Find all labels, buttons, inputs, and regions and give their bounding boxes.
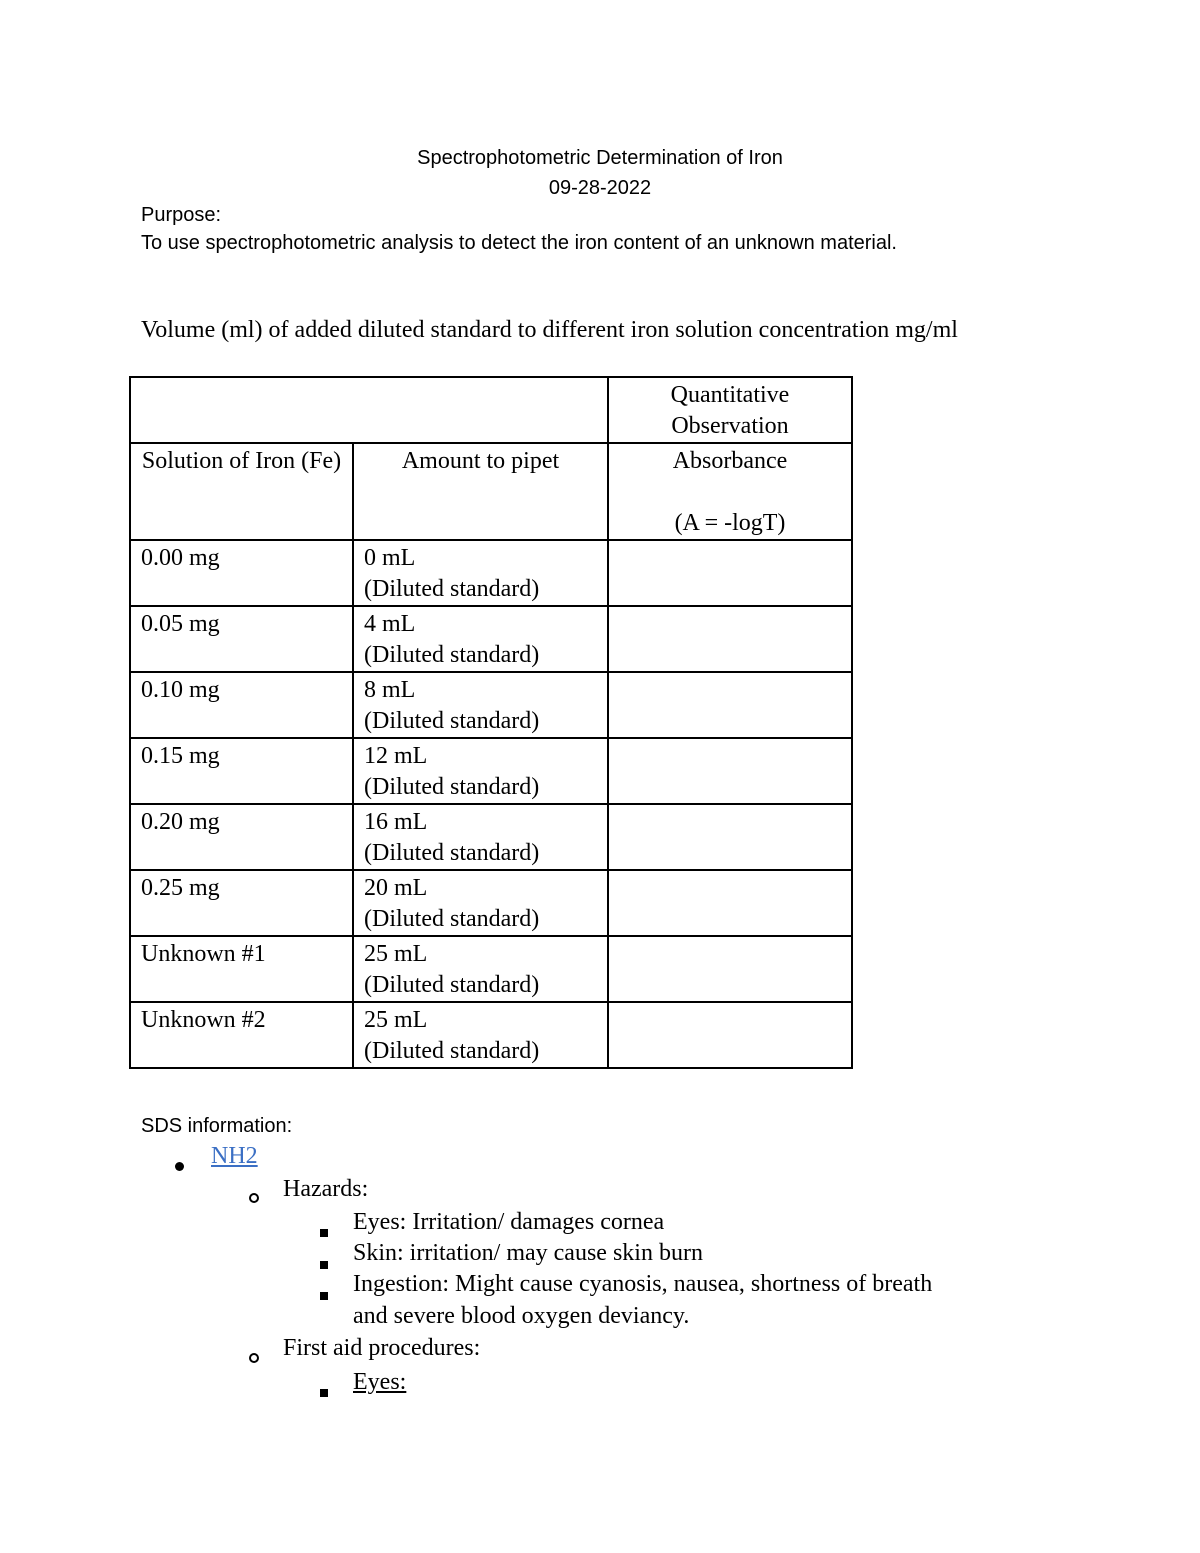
quantitative-observation-header: Quantitative Observation: [608, 377, 852, 443]
column-header-solution: Solution of Iron (Fe): [130, 443, 353, 540]
solution-cell: 0.00 mg: [130, 540, 353, 606]
filled-square-bullet-icon: [320, 1280, 328, 1307]
nh2-link[interactable]: NH2: [211, 1143, 258, 1169]
hollow-circle-bullet-icon: [249, 1183, 259, 1210]
solution-cell: Unknown #2: [130, 1002, 353, 1068]
amount-note: (Diluted standard): [364, 774, 540, 800]
amount-value: 12 mL: [364, 743, 428, 769]
amount-note: (Diluted standard): [364, 576, 540, 602]
purpose-text: To use spectrophotometric analysis to detect the iron content of an unknown material.: [141, 232, 897, 254]
hollow-circle-bullet-icon: [249, 1343, 259, 1370]
solution-cell: 0.10 mg: [130, 672, 353, 738]
amount-value: 8 mL: [364, 677, 416, 703]
filled-square-bullet-icon: [320, 1377, 328, 1404]
sds-label: SDS information:: [141, 1115, 293, 1137]
column-header-amount: Amount to pipet: [353, 443, 608, 540]
amount-value: 0 mL: [364, 545, 416, 571]
amount-value: 4 mL: [364, 611, 416, 637]
amount-value: 25 mL: [364, 1007, 428, 1033]
amount-value: 16 mL: [364, 809, 428, 835]
amount-note: (Diluted standard): [364, 642, 540, 668]
hazard-ingestion-continued: and severe blood oxygen deviancy.: [353, 1303, 690, 1329]
hazard-eyes: Eyes: Irritation/ damages cornea: [353, 1209, 665, 1235]
solution-cell: 0.25 mg: [130, 870, 353, 936]
amount-note: (Diluted standard): [364, 1038, 540, 1064]
solution-cell: 0.05 mg: [130, 606, 353, 672]
amount-value: 25 mL: [364, 941, 428, 967]
solution-cell: 0.15 mg: [130, 738, 353, 804]
absorbance-formula: (A = -logT): [674, 510, 786, 536]
hazard-ingestion: Ingestion: Might cause cyanosis, nausea, shortness of breath: [353, 1271, 933, 1297]
solution-cell: 0.20 mg: [130, 804, 353, 870]
first-aid-eyes: Eyes:: [353, 1369, 407, 1395]
table-caption: Volume (ml) of added diluted standard to different iron solution concentration mg/ml: [141, 317, 958, 343]
purpose-label: Purpose:: [141, 204, 222, 226]
filled-square-bullet-icon: [320, 1217, 328, 1244]
amount-note: (Diluted standard): [364, 840, 540, 866]
amount-value: 20 mL: [364, 875, 428, 901]
document-title: Spectrophotometric Determination of Iron: [417, 147, 783, 169]
hazard-skin: Skin: irritation/ may cause skin burn: [353, 1240, 703, 1266]
amount-note: (Diluted standard): [364, 906, 540, 932]
document-date: 09-28-2022: [548, 177, 652, 199]
absorbance-label: Absorbance: [672, 448, 788, 474]
amount-note: (Diluted standard): [364, 708, 540, 734]
filled-square-bullet-icon: [320, 1249, 328, 1276]
hazards-label: Hazards:: [283, 1176, 369, 1202]
amount-note: (Diluted standard): [364, 972, 540, 998]
solution-cell: Unknown #1: [130, 936, 353, 1002]
first-aid-label: First aid procedures:: [283, 1335, 481, 1361]
filled-circle-bullet-icon: [175, 1151, 184, 1178]
